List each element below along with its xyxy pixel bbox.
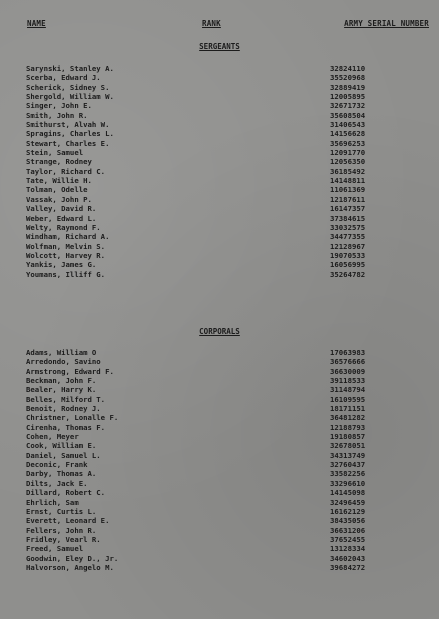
soldier-name: Shergold, William W. [26,92,114,102]
serial-number: 34477355 [330,232,366,242]
soldier-name: Halvorson, Angelo M. [26,562,114,572]
roster-row [0,544,439,553]
roster-row [0,479,439,488]
roster-row [0,404,439,413]
soldier-name: Tate, Willie H. [26,176,92,186]
roster-row [0,73,439,82]
roster-row [0,554,439,563]
roster-row [0,441,439,450]
section-title-sergeants: SERGEANTS [199,42,240,51]
serial-number: 13128334 [330,544,366,554]
serial-number: 12187611 [330,194,366,204]
serial-number: 35696253 [330,138,366,148]
serial-number: 36481282 [330,413,366,423]
roster-row [0,242,439,251]
roster-row [0,148,439,157]
soldier-name: Arredondo, Savino [26,357,101,367]
roster-row [0,535,439,544]
serial-number: 14156628 [330,129,366,139]
roster-row [0,92,439,101]
soldier-name: Dilts, Jack E. [26,478,88,488]
serial-number: 17063983 [330,348,366,357]
roster-row [0,101,439,110]
serial-number: 33582256 [330,469,366,479]
serial-number: 32678051 [330,441,366,451]
soldier-name: Scerba, Edward J. [26,73,101,83]
serial-number: 34313749 [330,450,366,460]
serial-number: 16162129 [330,506,366,516]
soldier-name: Yankis, James G. [26,260,97,270]
soldier-name: Vassak, John P. [26,194,92,204]
serial-number: 32824110 [330,64,366,73]
soldier-name: Spragins, Charles L. [26,129,114,139]
roster-row [0,204,439,213]
serial-number: 33296610 [330,478,366,488]
roster-row [0,214,439,223]
serial-number: 11061369 [330,185,366,195]
soldier-name: Stewart, Charles E. [26,138,110,148]
serial-number: 36630009 [330,366,366,376]
soldier-name: Christner, Lonalle F. [26,413,119,423]
soldier-name: Darby, Thomas A. [26,469,97,479]
serial-number: 12056350 [330,157,366,167]
serial-number: 39118533 [330,376,366,386]
soldier-name: Fridley, Vearl R. [26,534,101,544]
roster-row [0,223,439,232]
serial-number: 16109595 [330,394,366,404]
roster-row [0,469,439,478]
soldier-name: Deconic, Frank [26,460,88,470]
soldier-name: Weber, Edward L. [26,213,97,223]
soldier-name: Windham, Richard A. [26,232,110,242]
soldier-name: Scherick, Sidney S. [26,82,110,92]
roster-row [0,251,439,260]
serial-number: 33032575 [330,222,366,232]
corporals-list [0,348,439,572]
roster-row [0,195,439,204]
soldier-name: Armstrong, Edward F. [26,366,114,376]
soldier-name: Singer, John E. [26,101,92,111]
soldier-name: Everett, Leonard E. [26,516,110,526]
soldier-name: Welty, Raymond F. [26,222,101,232]
roster-row [0,83,439,92]
roster-row [0,432,439,441]
soldier-name: Wolfman, Melvin S. [26,241,106,251]
roster-row [0,507,439,516]
roster-row [0,167,439,176]
roster-row [0,176,439,185]
serial-number: 36576666 [330,357,366,367]
roster-row [0,139,439,148]
serial-number: 12005895 [330,92,366,102]
roster-row [0,120,439,129]
roster-row [0,260,439,269]
column-header-name: NAME [27,19,46,28]
serial-number: 14145098 [330,488,366,498]
serial-number: 32671732 [330,101,366,111]
column-header-serial: ARMY SERIAL NUMBER [344,19,429,28]
soldier-name: Cohen, Meyer [26,432,79,442]
roster-row [0,498,439,507]
soldier-name: Valley, David R. [26,204,97,214]
roster-row [0,460,439,469]
soldier-name: Beckman, John F. [26,376,97,386]
soldier-name: Dillard, Robert C. [26,488,106,498]
serial-number: 39684272 [330,562,366,572]
soldier-name: Ehrlich, Sam [26,497,79,507]
roster-row [0,185,439,194]
roster-row [0,357,439,366]
roster-row [0,488,439,497]
soldier-name: Cirenha, Thomas F. [26,422,106,432]
soldier-name: Strange, Rodney [26,157,92,167]
section-title-corporals: CORPORALS [199,327,240,336]
serial-number: 12091770 [330,148,366,158]
soldier-name: Taylor, Richard C. [26,166,106,176]
roster-row [0,413,439,422]
serial-number: 32889419 [330,82,366,92]
serial-number: 31406543 [330,120,366,130]
roster-row [0,451,439,460]
soldier-name: Stein, Samuel [26,148,84,158]
roster-row [0,157,439,166]
roster-row [0,367,439,376]
soldier-name: Belles, Milford T. [26,394,106,404]
roster-row [0,376,439,385]
roster-row [0,516,439,525]
soldier-name: Smith, John R. [26,110,88,120]
roster-row [0,395,439,404]
serial-number: 19180857 [330,432,366,442]
serial-number: 12128967 [330,241,366,251]
roster-row [0,129,439,138]
serial-number: 14148811 [330,176,366,186]
roster-row [0,526,439,535]
serial-number: 16056995 [330,260,366,270]
soldier-name: Tolman, Odelle [26,185,88,195]
soldier-name: Cook, William E. [26,441,97,451]
serial-number: 12188793 [330,422,366,432]
soldier-name: Adams, William O [26,348,97,357]
soldier-name: Bealer, Harry K. [26,385,97,395]
serial-number: 37384615 [330,213,366,223]
serial-number: 18171151 [330,404,366,414]
roster-row [0,270,439,279]
sergeants-list [0,64,439,279]
serial-number: 32760437 [330,460,366,470]
roster-row [0,64,439,73]
serial-number: 36185492 [330,166,366,176]
soldier-name: Freed, Samuel [26,544,84,554]
roster-row [0,232,439,241]
serial-number: 16147357 [330,204,366,214]
serial-number: 35520968 [330,73,366,83]
soldier-name: Fellers, John R. [26,525,97,535]
soldier-name: Sarynski, Stanley A. [26,64,114,73]
serial-number: 19070533 [330,250,366,260]
roster-row [0,563,439,572]
soldier-name: Goodwin, Eley D., Jr. [26,553,119,563]
serial-number: 32496459 [330,497,366,507]
serial-number: 35264782 [330,269,366,279]
column-header-rank: RANK [202,19,221,28]
roster-row [0,111,439,120]
soldier-name: Benoit, Rodney J. [26,404,101,414]
serial-number: 37652455 [330,534,366,544]
soldier-name: Youmans, Illiff G. [26,269,106,279]
soldier-name: Daniel, Samuel L. [26,450,101,460]
serial-number: 34602043 [330,553,366,563]
serial-number: 38435056 [330,516,366,526]
soldier-name: Smithurst, Alvah W. [26,120,110,130]
roster-row [0,348,439,357]
serial-number: 36631206 [330,525,366,535]
roster-row [0,385,439,394]
serial-number: 35608504 [330,110,366,120]
serial-number: 31148794 [330,385,366,395]
roster-row [0,423,439,432]
soldier-name: Wolcott, Harvey R. [26,250,106,260]
soldier-name: Ernst, Curtis L. [26,506,97,516]
